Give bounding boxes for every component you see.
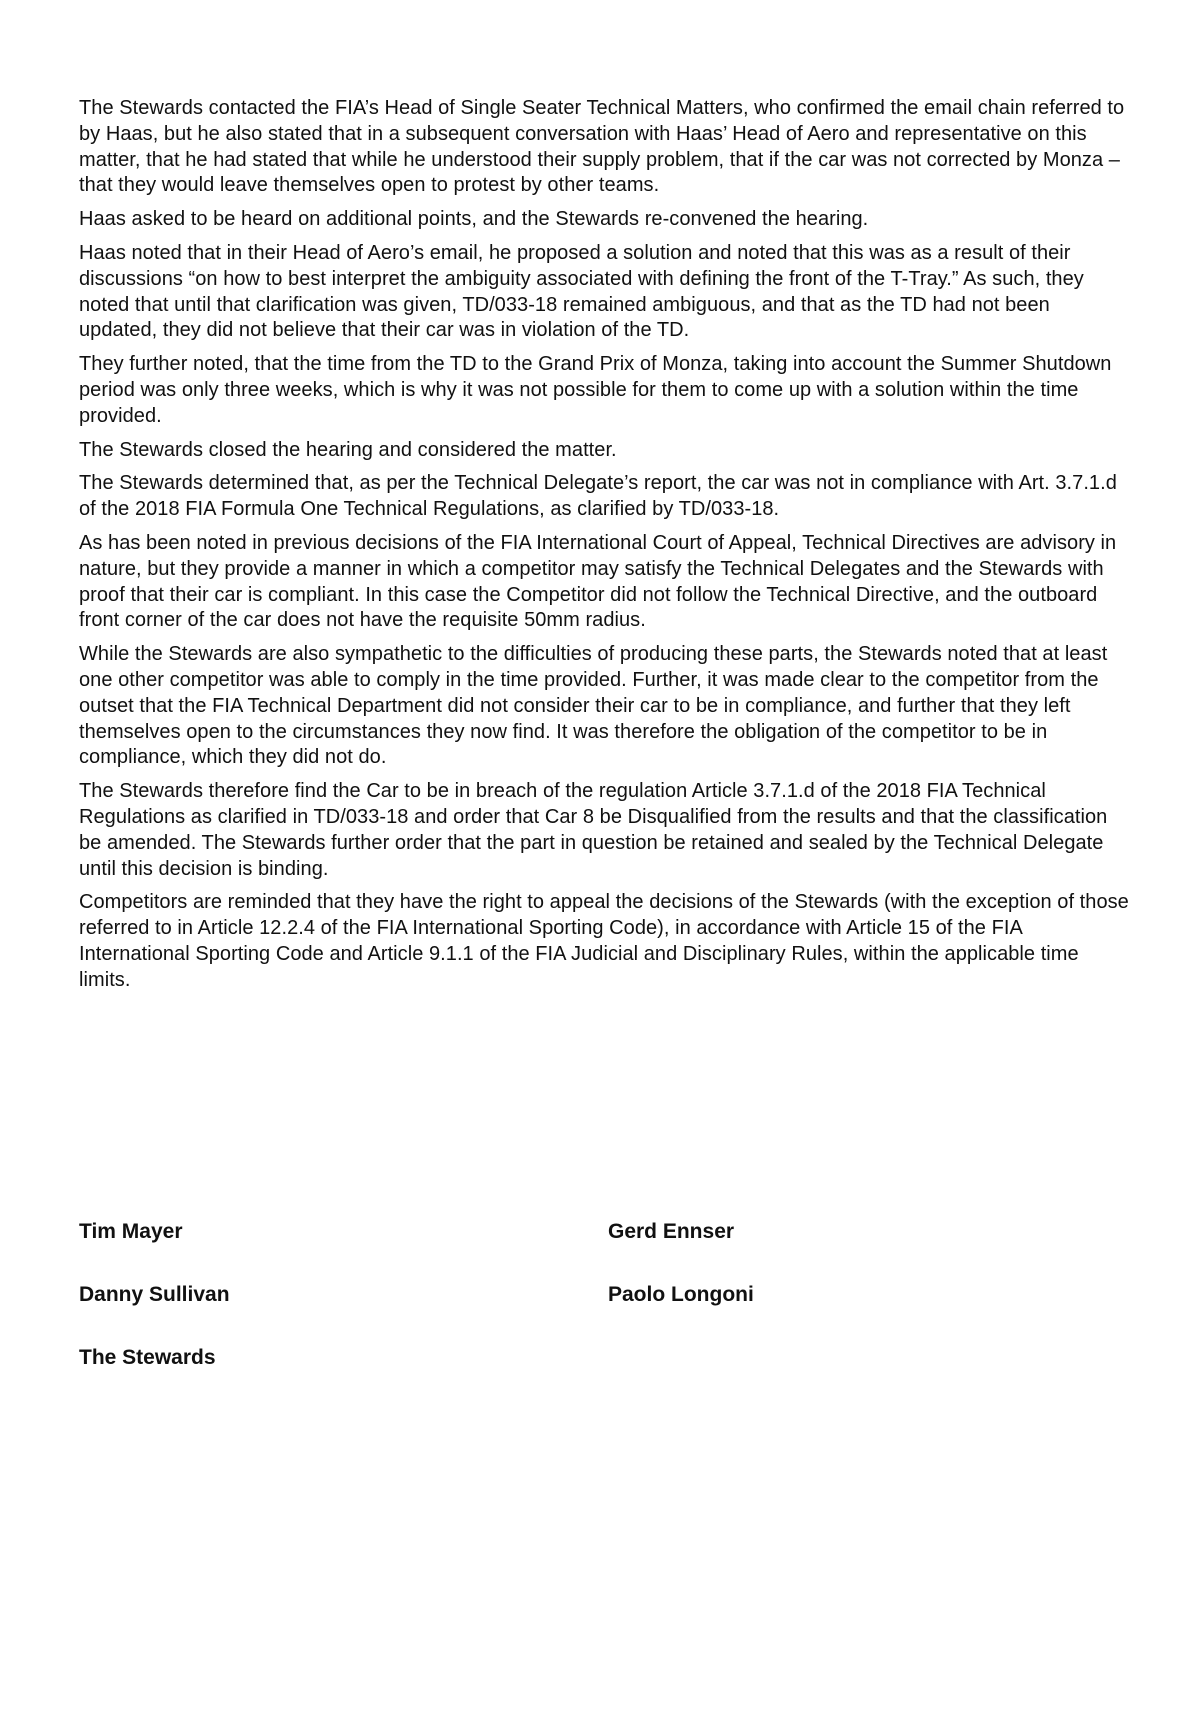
signature-tim-mayer: Tim Mayer xyxy=(79,1220,183,1243)
paragraph-hearing-closed: The Stewards closed the hearing and considered the matter. xyxy=(79,438,617,461)
paragraph-court-of-appeal: As has been noted in previous decisions of the FIA International Court of Appeal, Technical Directives are advisory in nature, but they provide a manner in which a competitor may satisfy the Technical Delegates and the Stewards with proof that their car is compliant. In this case the Competitor did not follow the Technical Directive, and the outboard front corner of the car does not have the requisite 50mm radius. xyxy=(79,531,1117,632)
document-body xyxy=(79,96,1129,1002)
signature-gerd-ennser: Gerd Ennser xyxy=(608,1220,735,1243)
signature-row xyxy=(79,1218,1129,1281)
signature-row xyxy=(79,1281,1129,1344)
signature-row xyxy=(79,1344,1129,1407)
paragraph-breach-decision: The Stewards therefore find the Car to be in breach of the regulation Article 3.7.1.d of the 2018 FIA Technical Regulations as clarified in TD/033-18 and order that Car 8 be Disqualified from the results and that the classification be amended. The Stewards further order that the part in question be retained and sealed by the Technical Delegate until this decision is binding. xyxy=(79,780,1108,880)
signature-closing-the-stewards: The Stewards xyxy=(79,1346,216,1369)
paragraph-haas-heard: Haas asked to be heard on additional points, and the Stewards re-convened the hearing. xyxy=(79,208,869,231)
signature-paolo-longoni: Paolo Longoni xyxy=(608,1283,754,1306)
signature-danny-sullivan: Danny Sullivan xyxy=(79,1283,230,1306)
paragraph-sympathetic: While the Stewards are also sympathetic to the difficulties of producing these parts, the Stewards noted that at least one other competitor was able to comply in the time provided. Further, it was made clear to the competitor from the outset that the FIA Technical Department did not consider their car to be in compliance, and further that they left themselves open to the circumstances they now find. It was therefore the obligation of the competitor to be in compliance, which they did not do. xyxy=(79,643,1108,769)
paragraph-stewards-determined: The Stewards determined that, as per the Technical Delegate’s report, the car was not in compliance with Art. 3.7.1.d of the 2018 FIA Formula One Technical Regulations, as clarified by TD/033-18. xyxy=(79,472,1117,521)
paragraph-stewards-contacted: The Stewards contacted the FIA’s Head of Single Seater Technical Matters, who confirmed the email chain referred to by Haas, but he also stated that in a subsequent conversation with Haas’ Head of Aero and representative on this matter, that he had stated that while he understood their supply problem, that if the car was not corrected by Monza – that they would leave themselves open to protest by other teams. xyxy=(79,97,1125,197)
signature-block xyxy=(79,1218,1129,1407)
paragraph-right-to-appeal: Competitors are reminded that they have the right to appeal the decisions of the Stewards (with the exception of those referred to in Article 12.2.4 of the FIA International Sporting Code), in accordance with Article 15 of the FIA International Sporting Code and Article 9.1.1 of the FIA Judicial and Disciplinary Rules, within the applicable time limits. xyxy=(79,891,1129,991)
paragraph-haas-head-of-aero: Haas noted that in their Head of Aero’s email, he proposed a solution and noted that this was as a result of their discussions “on how to best interpret the ambiguity associated with defining the front of the T-Tray.” As such, they noted that until that clarification was given, TD/033-18 remained ambiguous, and that as the TD had not been updated, they did not believe that their car was in violation of the TD. xyxy=(79,241,1084,342)
paragraph-time-from-td: They further noted, that the time from the TD to the Grand Prix of Monza, taking into account the Summer Shutdown period was only three weeks, which is why it was not possible for them to come up with a solution within the time provided. xyxy=(79,353,1112,427)
